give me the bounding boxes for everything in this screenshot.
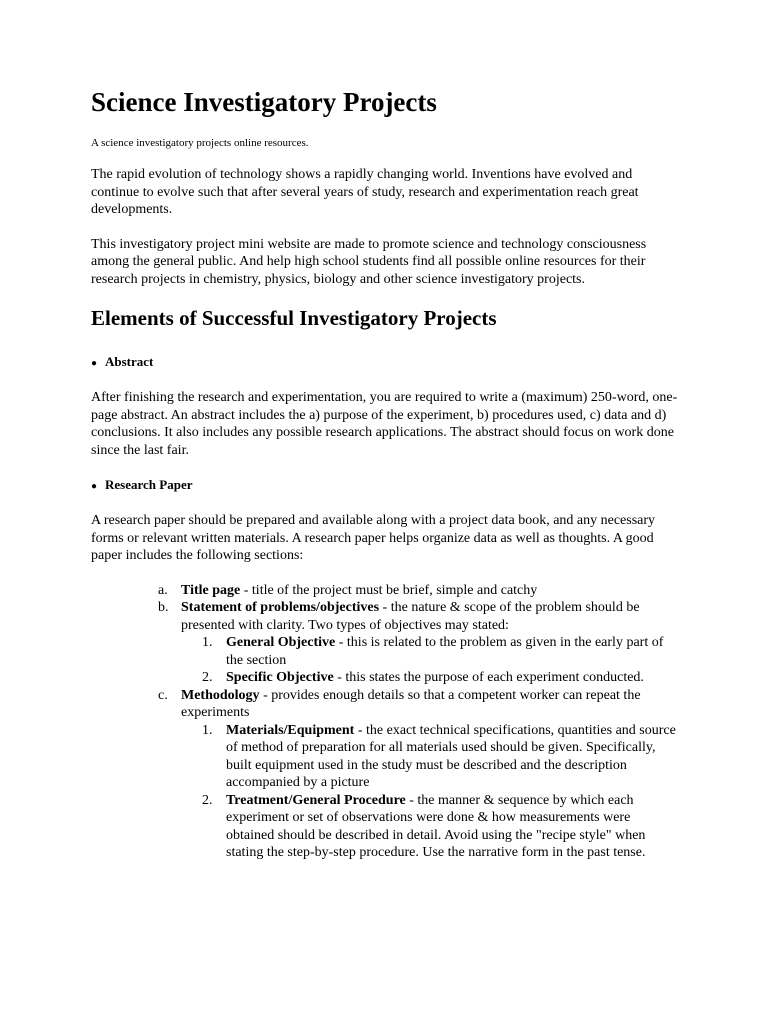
list-desc: - this states the purpose of each experiment conducted.	[333, 670, 644, 685]
list-term: General Objective	[226, 635, 336, 650]
sublist-item-materials-equipment	[181, 722, 681, 792]
list-term: Treatment/General Procedure	[226, 792, 406, 808]
section-heading: Elements of Successful Investigatory Projects	[91, 306, 497, 330]
list-marker: 2.	[202, 792, 213, 808]
sublist-item-general-objective	[181, 634, 681, 669]
bullet-abstract	[91, 353, 681, 372]
sublist-item-specific-objective	[181, 669, 681, 687]
list-term: Materials/Equipment	[226, 722, 355, 738]
list-desc: - title of the project must be brief, simple and catchy	[240, 582, 538, 598]
tagline: A science investigatory projects online resources.	[91, 137, 309, 149]
sublist-item-treatment-procedure	[181, 792, 681, 862]
list-term: Title page	[181, 582, 241, 598]
document-content	[91, 86, 681, 862]
page-title: Science Investigatory Projects	[91, 87, 437, 117]
bullet-abstract-label: Abstract	[105, 354, 154, 369]
bullet-research-paper-label: Research Paper	[105, 477, 193, 492]
list-marker: 2.	[202, 670, 213, 685]
list-desc: - the nature & scope of the problem should be presented with clarity. Two types of objectives may stated:	[181, 600, 640, 633]
list-marker: a.	[158, 582, 168, 598]
methodology-sublist	[181, 722, 681, 862]
list-desc: - the manner & sequence by which each experiment or set of observations were done & how measurements were obtained should be described in detail. Avoid using the "recipe style" when stating the step-by-step procedure. Use the narrative form in the past tense.	[226, 792, 646, 860]
abstract-paragraph: After finishing the research and experimentation, you are required to write a (maximum) 250-word, one-page abstract. An abstract includes the a) purpose of the experiment, b) procedures used, c) data and d) conclusions. It also includes any possible research applications. The abstract should focus on work done since the last fair.	[91, 390, 678, 458]
bullet-dot-icon: ●	[91, 358, 98, 369]
list-term: Methodology	[181, 687, 260, 703]
list-marker: c.	[158, 687, 168, 703]
list-item-methodology	[91, 687, 681, 862]
bullet-research-paper	[91, 476, 681, 495]
list-desc: - this is related to the problem as given in the early part of the section	[226, 635, 664, 668]
sections-list	[91, 582, 681, 862]
list-term: Statement of problems/objectives	[181, 600, 380, 615]
list-term: Specific Objective	[226, 670, 334, 685]
intro-paragraph-1: The rapid evolution of technology shows a rapidly changing world. Inventions have evolved and continue to evolve such that after several years of study, research and experimentation reach great developments.	[91, 167, 639, 217]
intro-paragraph-2: This investigatory project mini website are made to promote science and technology consciousness among the general public. And help high school students find all possible online resources for their research projects in chemistry, physics, biology and other science investigatory projects.	[91, 236, 647, 287]
bullet-dot-icon: ●	[91, 481, 98, 492]
list-marker: b.	[158, 600, 169, 615]
list-item-title-page	[91, 582, 681, 600]
list-item-statement-of-problems	[91, 599, 681, 687]
list-marker: 1.	[202, 722, 213, 738]
list-desc: - the exact technical specifications, quantities and source of method of preparation for all materials used should be given. Specifically, built equipment used in the study must be described and the description accompanied by a picture	[226, 722, 676, 790]
research-paper-paragraph: A research paper should be prepared and available along with a project data book, and any necessary forms or relevant written materials. A research paper helps organize data as well as thoughts. A good paper includes the following sections:	[91, 513, 656, 563]
list-desc: - provides enough details so that a competent worker can repeat the experiments	[181, 687, 641, 720]
list-marker: 1.	[202, 635, 213, 650]
objectives-sublist	[181, 634, 681, 687]
